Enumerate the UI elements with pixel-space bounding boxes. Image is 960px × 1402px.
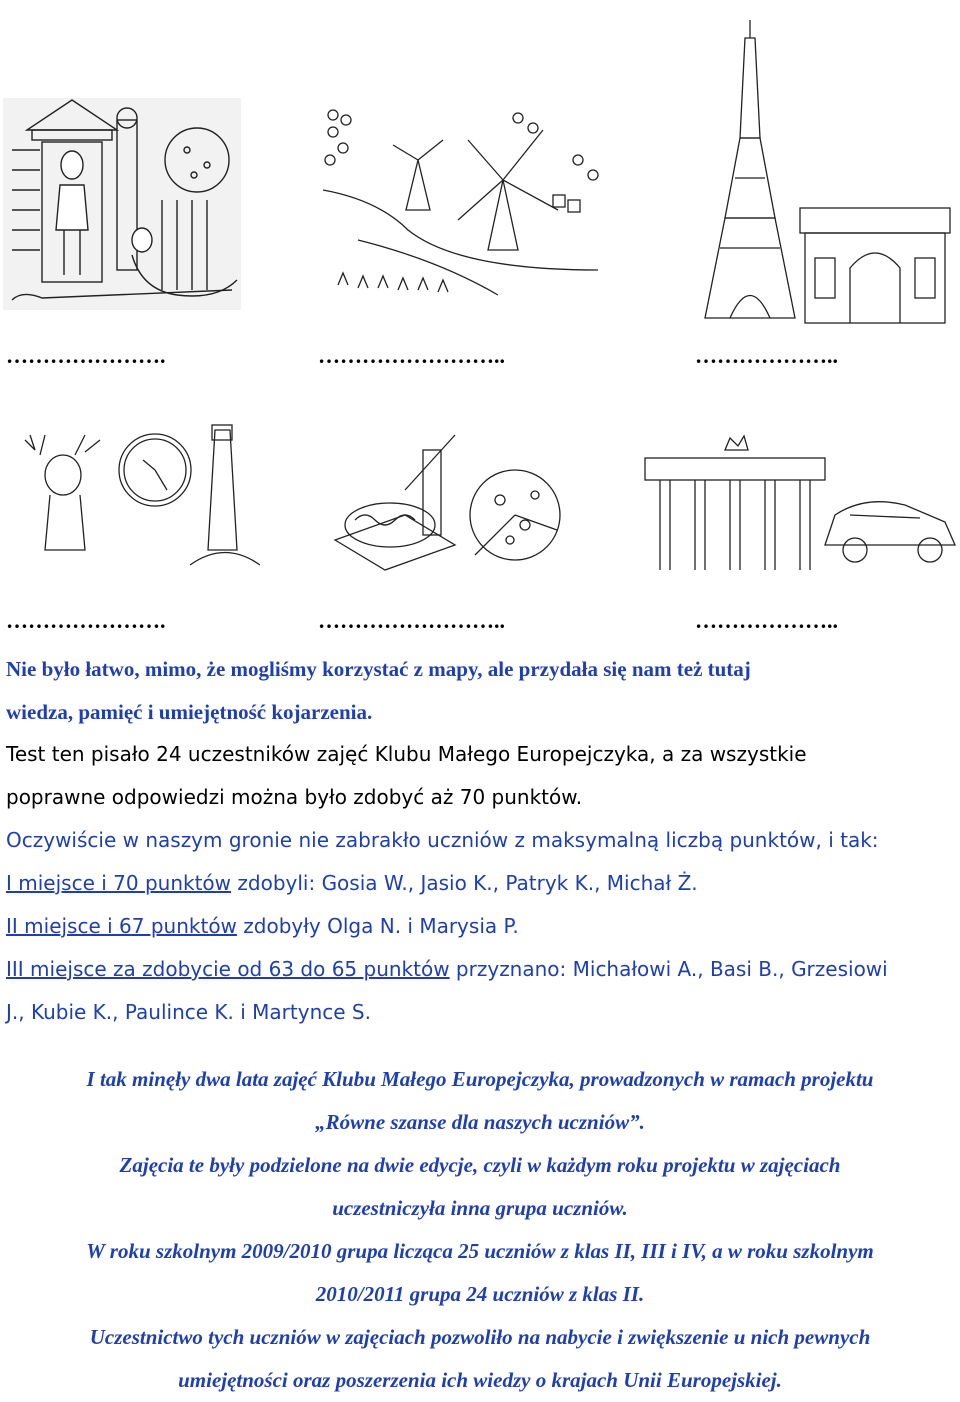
- italy-food-picture: [325, 430, 565, 580]
- london-guard-picture: [2, 90, 242, 312]
- closing-line-1: I tak minęły dwa lata zajęć Klubu Małego Europejczyka, prowadzonych w ramach projektu: [86, 1067, 874, 1091]
- scandinavia-moose-picture: [15, 420, 260, 570]
- second-place-line: [6, 905, 956, 948]
- closing-line-6: 2010/2011 grupa 24 uczniów z klas II.: [315, 1282, 645, 1306]
- first-place-names: Gosia W., Jasio K., Patryk K., Michał Ż.: [321, 871, 698, 895]
- first-place-label: I miejsce i 70 punktów: [6, 871, 232, 895]
- closing-line-4: uczestniczyła inna grupa uczniów.: [332, 1196, 628, 1220]
- intro-line-1: Nie było łatwo, mimo, że mogliśmy korzystać z mapy, ale przydała się nam też tutaj: [6, 657, 751, 681]
- closing-summary: [0, 1058, 960, 1402]
- intro-line-2: wiedza, pamięć i umiejętność kojarzenia.: [6, 700, 373, 724]
- paris-eiffel-picture: [690, 18, 955, 336]
- third-place-names-2: J., Kubie K., Paulince K. i Martynce S.: [6, 1000, 371, 1024]
- third-place-label: III miejsce za zdobycie od 63 do 65 punktów: [6, 957, 450, 981]
- first-place-verb: zdobyli:: [231, 871, 322, 895]
- closing-line-8: umiejętności oraz poszerzenia ich wiedzy o krajach Unii Europejskiej.: [178, 1368, 782, 1392]
- blank-answer-3: ………………..: [695, 343, 838, 368]
- closing-line-3: Zajęcia te były podzielone na dwie edycje, czyli w każdym roku projektu w zajęciach: [119, 1153, 841, 1177]
- test-line-3: Oczywiście w naszym gronie nie zabrakło uczniów z maksymalną liczbą punktów, i tak:: [6, 828, 879, 852]
- blank-answer-2: ……………………..: [318, 343, 505, 368]
- blank-answer-1: ………………….: [6, 343, 166, 368]
- berlin-gate-picture: [635, 430, 960, 575]
- intro-paragraph: [6, 648, 956, 734]
- blank-answer-5: ……………………..: [318, 608, 505, 633]
- closing-line-2: „Równe szanse dla naszych uczniów”.: [315, 1110, 645, 1134]
- test-description: [6, 733, 956, 862]
- closing-line-5: W roku szkolnym 2009/2010 grupa licząca 25 uczniów z klas II, III i IV, a w roku szkolnym: [86, 1239, 874, 1263]
- blank-answer-4: ………………….: [6, 608, 166, 633]
- second-place-verb: zdobyły: [236, 914, 328, 938]
- test-line-2: poprawne odpowiedzi można było zdobyć aż 70 punktów.: [6, 785, 583, 809]
- third-place-line: [6, 948, 956, 991]
- closing-line-7: Uczestnictwo tych uczniów w zajęciach pozwoliło na nabycie i zwiększenie u nich pewnych: [89, 1325, 871, 1349]
- first-place-line: [6, 862, 956, 905]
- results-list: [6, 862, 956, 1034]
- blank-answer-6: ………………..: [695, 608, 838, 633]
- third-place-verb: przyznano:: [449, 957, 573, 981]
- third-place-names-1: Michałowi A., Basi B., Grzesiowi: [572, 957, 888, 981]
- second-place-names: Olga N. i Marysia P.: [327, 914, 519, 938]
- test-line-1: Test ten pisało 24 uczestników zajęć Klubu Małego Europejczyka, a za wszystkie: [6, 742, 807, 766]
- second-place-label: II miejsce i 67 punktów: [6, 914, 237, 938]
- netherlands-windmill-picture: [318, 100, 608, 305]
